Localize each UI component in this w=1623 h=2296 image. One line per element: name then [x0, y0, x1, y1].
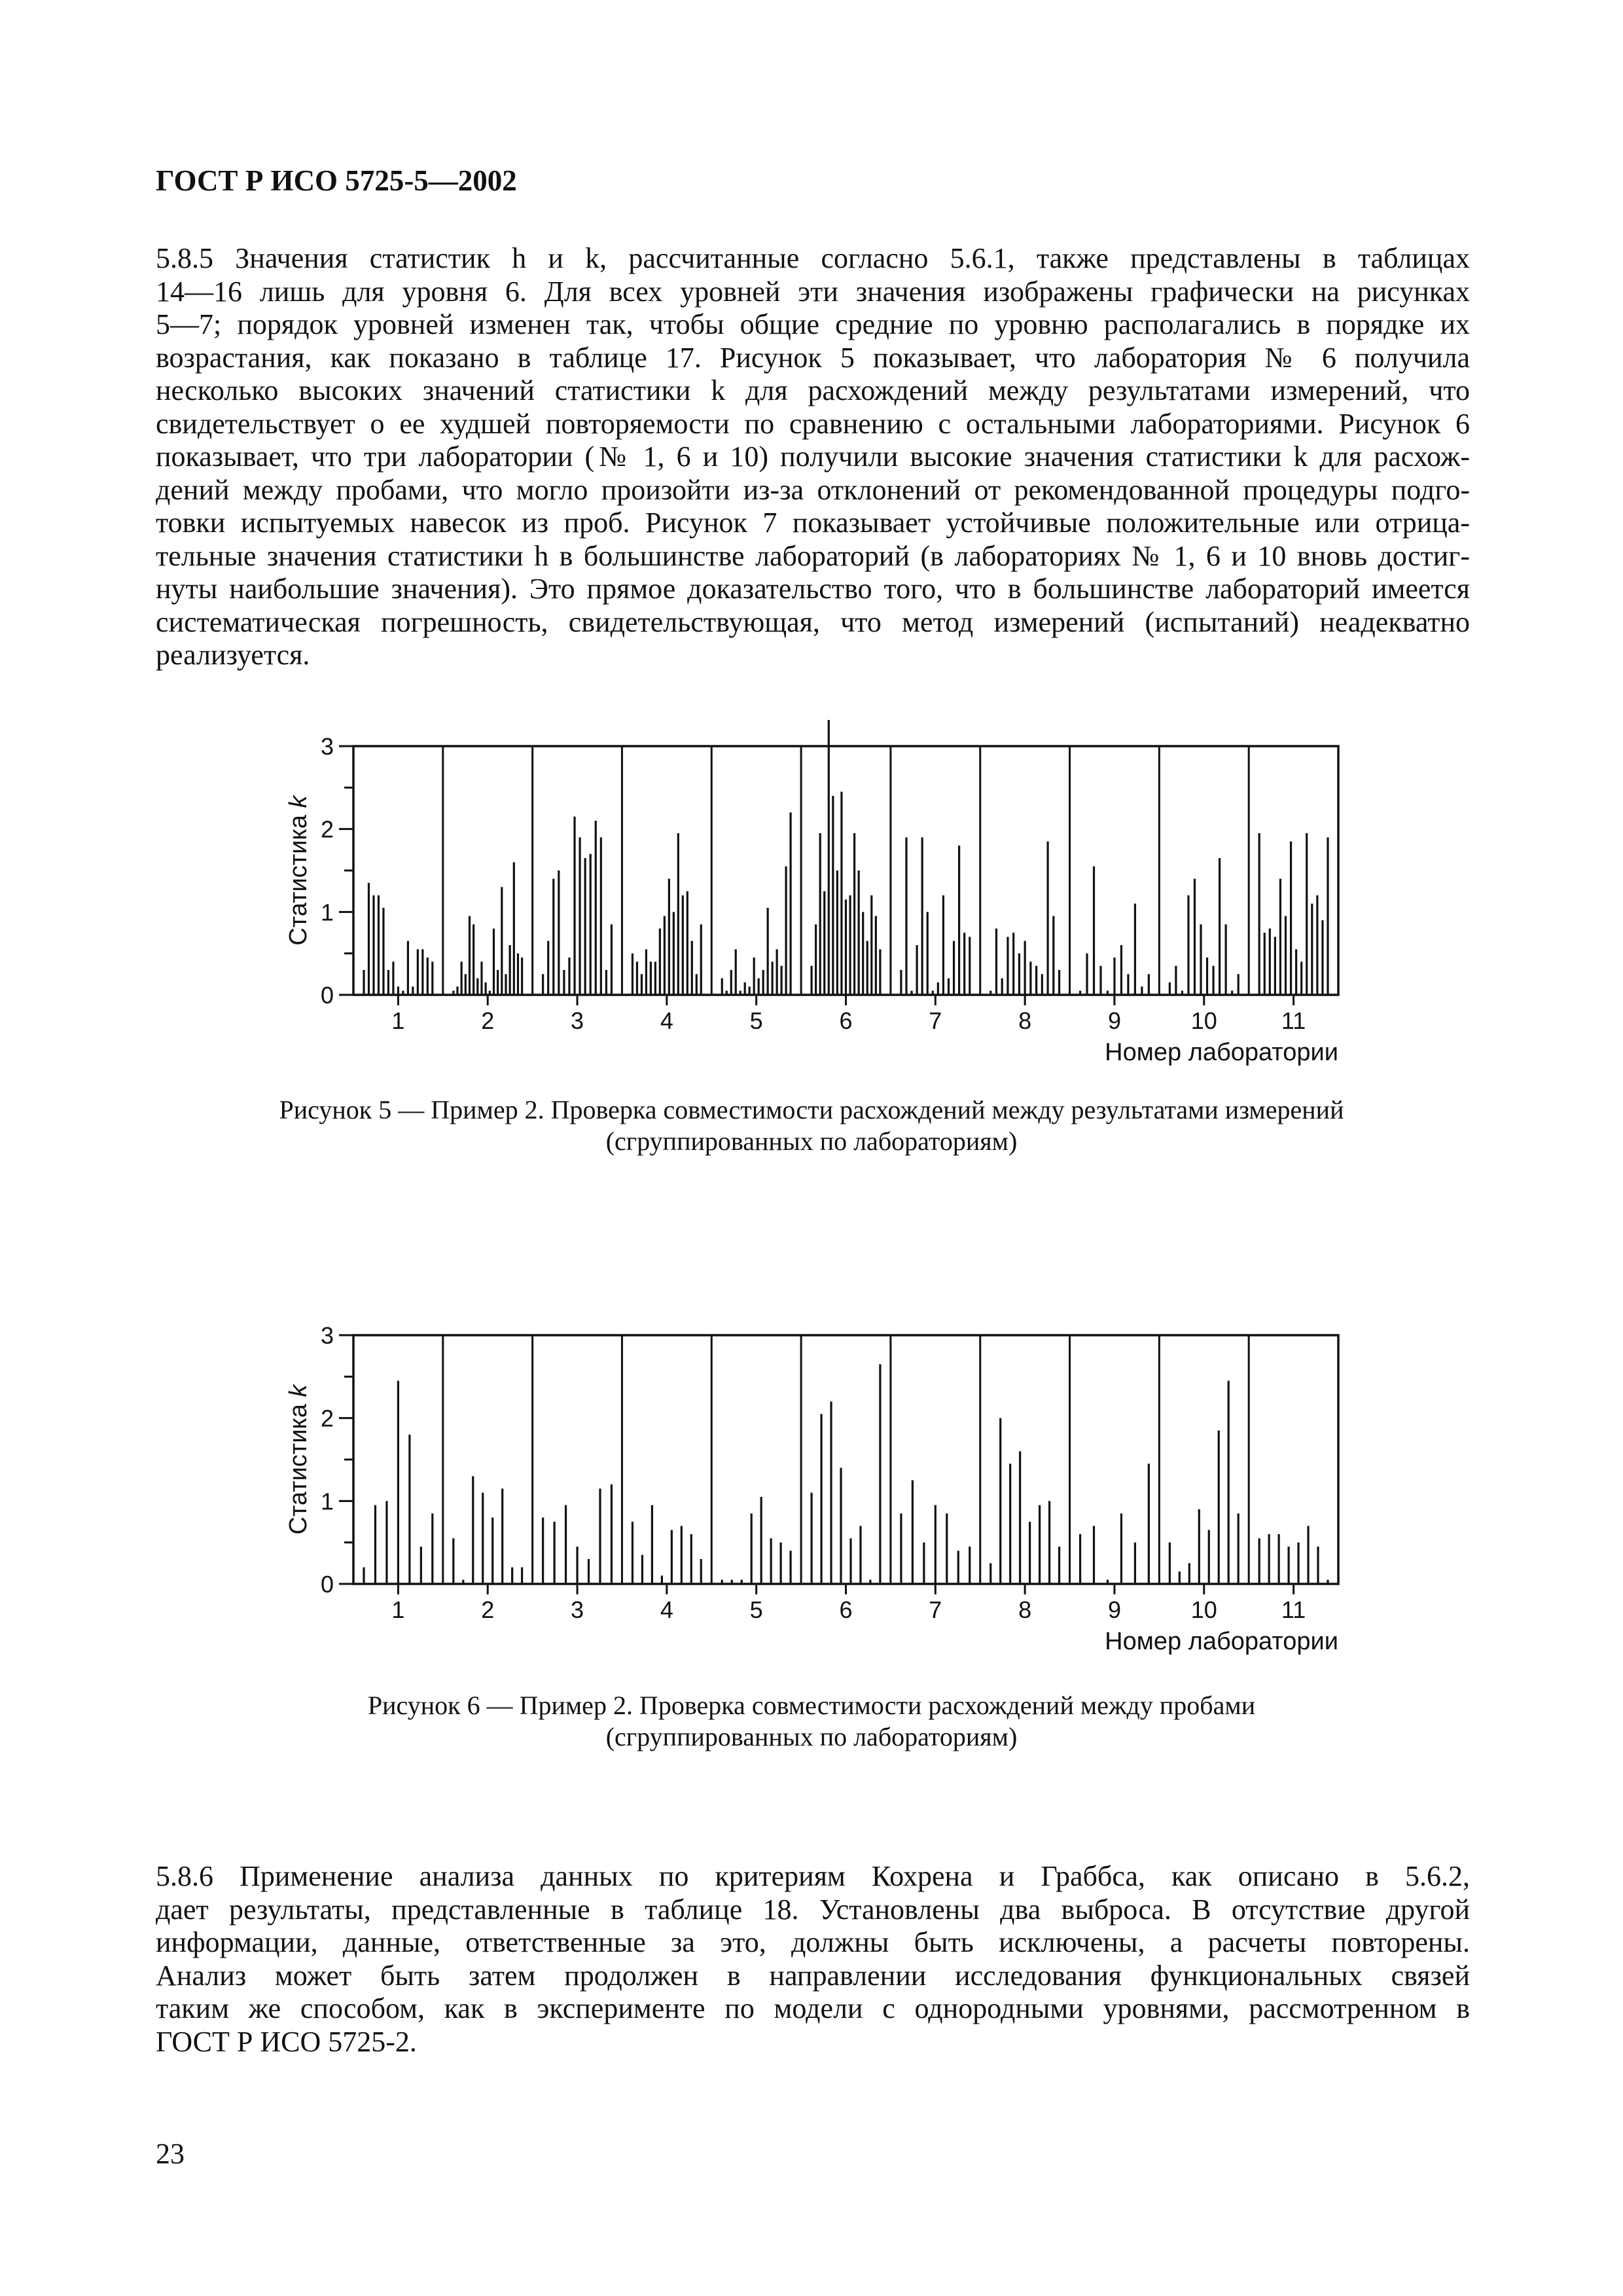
- paragraph-line: показывает, что три лаборатории (№ 1, 6 и 10) получили высокие значения статистики k для расхож-: [156, 440, 1470, 473]
- x-tick-label: 9: [1107, 1007, 1121, 1034]
- y-tick-label: 2: [320, 1405, 334, 1432]
- caption-line: Рисунок 5 — Пример 2. Проверка совместимости расхождений между результатами измерений: [279, 1095, 1344, 1124]
- paragraph-line: 14—16 лишь для уровня 6. Для всех уровней эти значения изображены графически на рисунках: [156, 275, 1470, 308]
- x-axis-label: Номер лаборатории: [1105, 1039, 1338, 1066]
- y-tick-label: 3: [320, 1322, 334, 1349]
- y-axis-label: Статистика k: [285, 1384, 312, 1535]
- paragraph-5-8-6: [156, 1860, 1470, 2058]
- x-tick-label: 2: [481, 1007, 495, 1034]
- x-tick-label: 10: [1190, 1007, 1217, 1034]
- x-tick-label: 11: [1281, 1596, 1306, 1623]
- figure-5-chart: [275, 720, 1348, 1086]
- x-tick-label: 3: [571, 1007, 584, 1034]
- paragraph-line: свидетельствует о ее худшей повторяемости по сравнению с остальными лабораториями. Рисунок 6: [156, 407, 1470, 440]
- paragraph-line: ГОСТ Р ИСО 5725-2.: [156, 2025, 417, 2058]
- paragraph-line: несколько высоких значений статистики k для расхождений между результатами измерений, что: [156, 374, 1470, 406]
- x-tick-label: 8: [1018, 1007, 1032, 1034]
- x-tick-label: 7: [929, 1596, 942, 1623]
- paragraph-line: таким же способом, как в эксперименте по модели с однородными уровнями, рассмотренном в: [156, 1992, 1470, 2024]
- x-tick-label: 7: [929, 1007, 942, 1034]
- x-tick-label: 4: [660, 1007, 673, 1034]
- x-tick-label: 3: [571, 1596, 584, 1623]
- x-tick-label: 10: [1190, 1596, 1217, 1623]
- x-tick-label: 1: [391, 1007, 405, 1034]
- caption-line: (сгруппированных по лабораториям): [605, 1126, 1018, 1156]
- paragraph-line: реализуется.: [156, 639, 310, 671]
- paragraph-line: 5.8.5 Значения статистик h и k, рассчитанные согласно 5.6.1, также представлены в таблицах: [156, 242, 1470, 274]
- figure-5-caption: [0, 1094, 1623, 1157]
- x-tick-label: 6: [839, 1007, 853, 1034]
- y-tick-label: 2: [320, 816, 334, 843]
- x-tick-label: 6: [839, 1596, 853, 1623]
- paragraph-line: тельные значения статистики h в большинстве лабораторий (в лабораториях № 1, 6 и 10 вновь достиг-: [156, 539, 1470, 572]
- paragraph-line: информации, данные, ответственные за это, должны быть исключены, а расчеты повторены.: [156, 1926, 1470, 1958]
- figure-6-chart: [275, 1309, 1348, 1676]
- plot-frame: [353, 1335, 1338, 1584]
- y-tick-label: 1: [320, 899, 334, 926]
- y-tick-label: 1: [320, 1488, 334, 1515]
- x-axis-label: Номер лаборатории: [1105, 1628, 1338, 1655]
- document-header: ГОСТ Р ИСО 5725-5—2002: [156, 164, 517, 197]
- caption-line: Рисунок 6 — Пример 2. Проверка совместимости расхождений между пробами: [367, 1691, 1256, 1720]
- x-tick-label: 5: [749, 1596, 763, 1623]
- figure-6-caption: [0, 1690, 1623, 1753]
- paragraph-line: нуты наибольшие значения). Это прямое доказательство того, что в большинстве лабораторий имеется: [156, 573, 1470, 605]
- y-tick-label: 0: [320, 1571, 334, 1598]
- paragraph-line: 5—7; порядок уровней изменен так, чтобы общие средние по уровню располагались в порядке их: [156, 308, 1470, 340]
- y-axis-label: Статистика k: [285, 795, 312, 946]
- x-tick-label: 5: [749, 1007, 763, 1034]
- x-tick-label: 1: [391, 1596, 405, 1623]
- x-tick-label: 11: [1281, 1007, 1306, 1034]
- x-tick-label: 8: [1018, 1596, 1032, 1623]
- y-tick-label: 0: [320, 982, 334, 1009]
- paragraph-line: товки испытуемых навесок из проб. Рисунок 7 показывает устойчивые положительные или отрица-: [156, 507, 1470, 539]
- caption-line: (сгруппированных по лабораториям): [605, 1722, 1018, 1751]
- paragraph-line: дает результаты, представленные в таблице 18. Установлены два выброса. В отсутствие другой: [156, 1893, 1470, 1926]
- paragraph-line: возрастания, как показано в таблице 17. Рисунок 5 показывает, что лаборатория № 6 получила: [156, 341, 1470, 374]
- paragraph-line: 5.8.6 Применение анализа данных по критериям Кохрена и Граббса, как описано в 5.6.2,: [156, 1860, 1470, 1892]
- x-tick-label: 2: [481, 1596, 495, 1623]
- paragraph-line: дений между пробами, что могло произойти из-за отклонений от рекомендованной процедуры подго-: [156, 473, 1470, 506]
- page-number: 23: [156, 2138, 185, 2170]
- paragraph-line: Анализ может быть затем продолжен в направлении исследования функциональных связей: [156, 1959, 1470, 1992]
- y-tick-label: 3: [320, 733, 334, 760]
- paragraph-5-8-5: [156, 242, 1470, 672]
- x-tick-label: 9: [1107, 1596, 1121, 1623]
- paragraph-line: систематическая погрешность, свидетельствующая, что метод измерений (испытаний) неадекватно: [156, 605, 1470, 638]
- x-tick-label: 4: [660, 1596, 673, 1623]
